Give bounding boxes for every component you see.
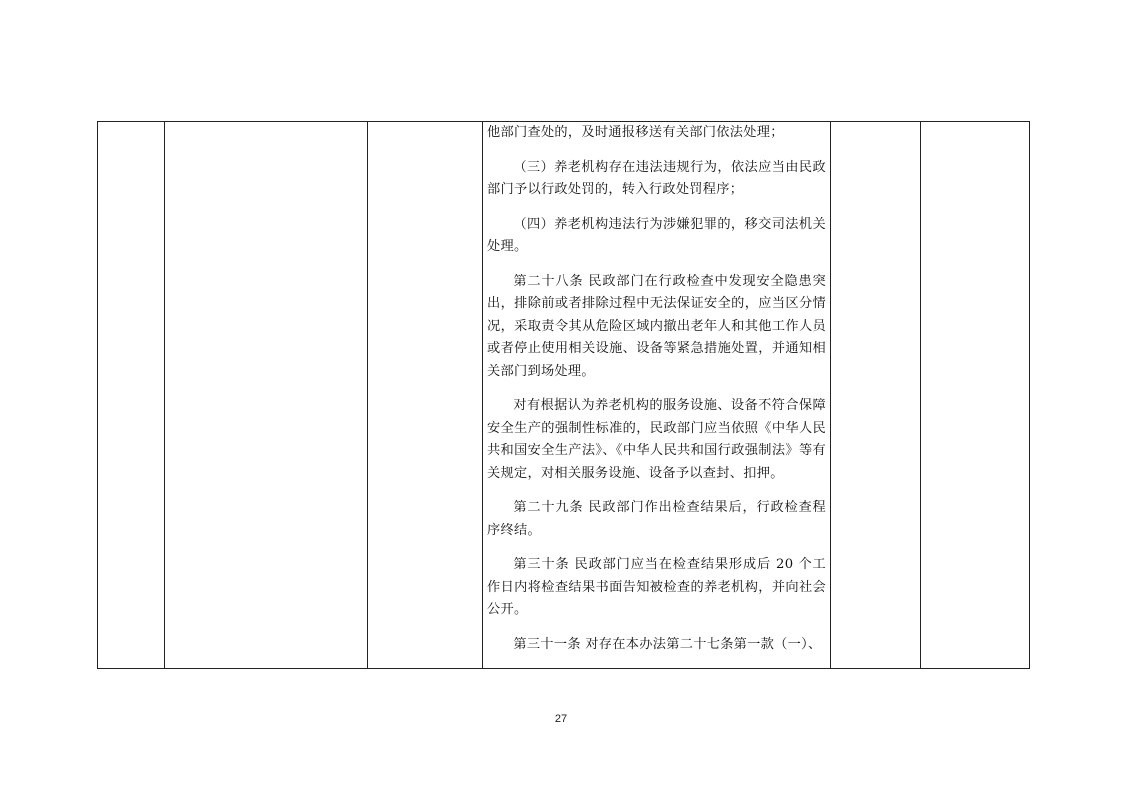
table-cell-col2 [165, 122, 368, 669]
paragraph: （四）养老机构违法行为涉嫌犯罪的，移交司法机关处理。 [487, 216, 826, 254]
paragraph: （三）养老机构存在违法违规行为，依法应当由民政部门予以行政处罚的，转入行政处罚程序； [487, 159, 826, 197]
paragraph: 他部门查处的，及时通报移送有关部门依法处理； [487, 125, 784, 140]
paragraph: 第三十一条 对存在本办法第二十七条第一款（一）、 [513, 636, 822, 652]
table-row [98, 122, 1030, 669]
paragraph: 对有根据认为养老机构的服务设施、设备不符合保障安全生产的强制性标准的，民政部门应当依照《中华人民共和国安全生产法》、《中华人民共和国行政强制法》等有关规定，对相关服务设施、设备予以查封、扣押。 [487, 398, 826, 481]
page-number: 27 [554, 713, 568, 725]
table-cell-col1 [98, 122, 165, 669]
paragraph: 第二十八条 民政部门在行政检查中发现安全隐患突出，排除前或者排除过程中无法保证安全的，应当区分情况，采取责令其从危险区域内撤出老年人和其他工作人员或者停止使用相关设施、设备等紧急措施处置，并通知相关部门到场处理。 [487, 273, 826, 379]
content-table [97, 121, 1030, 669]
table-cell-col6 [921, 122, 1030, 669]
paragraph: 第二十九条 民政部门作出检查结果后，行政检查程序终结。 [487, 500, 826, 538]
table-cell-content [483, 122, 831, 669]
paragraph: 第三十条 民政部门应当在检查结果形成后 20 个工作日内将检查结果书面告知被检查的养老机构，并向社会公开。 [487, 557, 826, 617]
regulation-text [483, 122, 830, 656]
table-cell-col3 [368, 122, 483, 669]
table-cell-col5 [831, 122, 921, 669]
